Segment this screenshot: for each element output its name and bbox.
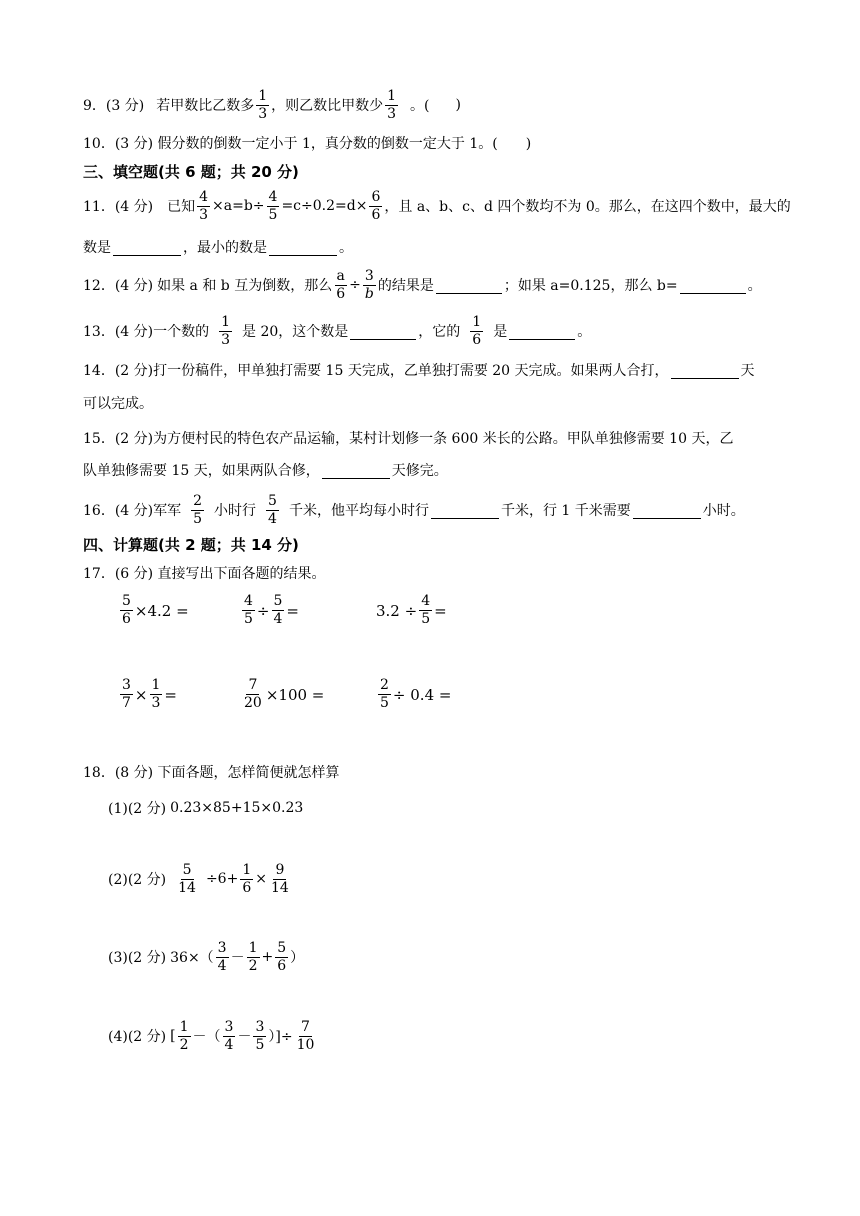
q17-expression-5: $\frac{7}{20}$ ×100 =: [244, 677, 325, 711]
q14-text-1: 打一份稿件，甲单独打需要 15 天完成，乙单独打需要 20 天完成。如果两人合打，: [153, 363, 669, 379]
q12-head: 12．(4 分): [83, 278, 154, 294]
question-11: [83, 186, 791, 226]
question-14: [83, 360, 755, 380]
answer-blank[interactable]: [436, 277, 502, 294]
q11-line2-a: 数是: [83, 240, 111, 256]
q18-part-1: (1)(2 分) 0.23×85+15×0.23: [108, 800, 304, 817]
q17-expression-2: $\frac{4}{5}$ ÷ $\frac{5}{4}$ =: [244, 593, 299, 627]
q9-text-2: ，则乙数比甲数少: [271, 98, 384, 114]
q9-head: 9．(3 分): [83, 98, 145, 114]
answer-blank[interactable]: [113, 239, 181, 256]
fraction: $\frac{4}{5}$: [268, 188, 278, 223]
q18-part-3: (3)(2 分) 36×（ $\frac{3}{4}$ － $\frac{1}{2}$ + $\frac{5}{6}$ ）: [108, 939, 305, 974]
q17-expression-3: 3.2 ÷ $\frac{4}{5}$ =: [376, 593, 447, 627]
q11-line2-c: 。: [339, 240, 353, 256]
fraction: $\frac{1}{3}$: [258, 87, 268, 122]
q14-text-2: 天: [740, 363, 755, 379]
q11-line2-b: ，最小的数是: [183, 240, 267, 256]
q13-text-3: ，它的: [418, 324, 461, 340]
answer-blank[interactable]: [322, 462, 390, 479]
question-15: [83, 428, 733, 448]
q11-text-1: 已知: [167, 199, 196, 215]
fraction: $\frac{1}{6}$: [472, 313, 482, 348]
q17-expression-1: $\frac{5}{6}$ ×4.2 =: [122, 593, 189, 627]
q11-text-3: =c÷0.2=d×: [281, 198, 368, 214]
q12-text-3: ；如果 a=0.125，那么 b=: [503, 278, 678, 294]
q12-text-1: 如果 a 和 b 互为倒数，那么: [157, 278, 333, 294]
q13-text-4: 是: [493, 324, 508, 340]
fraction: $\frac{1}{3}$: [387, 87, 397, 122]
answer-blank[interactable]: [633, 502, 701, 519]
q18-part-2: (2)(2 分) $\frac{5}{14}$ ÷6+ $\frac{1}{6}$ × $\frac{9}{14}$: [108, 861, 289, 896]
question-17: 17．(6 分) 直接写出下面各题的结果。: [83, 566, 326, 582]
q12-text-2: 的结果是: [377, 278, 434, 294]
q13-text-1: 一个数的: [153, 324, 210, 340]
section-3-title: 三、填空题(共 6 题；共 20 分): [83, 163, 299, 181]
question-16: [83, 490, 745, 530]
fraction: $\frac{2}{5}$: [193, 492, 203, 527]
fraction: $\frac{a}{6}$: [336, 267, 346, 302]
question-12: [83, 265, 762, 305]
fraction: $\frac{3}{b}$: [364, 267, 374, 302]
q13-text-2: 是 20，这个数是: [242, 324, 349, 340]
answer-blank[interactable]: [671, 362, 739, 379]
question-10: 10．(3 分) 假分数的倒数一定小于 1，真分数的倒数一定大于 1。( ): [83, 136, 532, 152]
q11-text-4: ，且 a、b、c、d 四个数均不为 0。那么，在这四个数中，最大的: [384, 199, 791, 215]
q17-expression-4: $\frac{3}{7}$ × $\frac{1}{3}$ =: [122, 677, 177, 711]
q15-line2-b: 天修完。: [391, 463, 448, 479]
q16-text-4: 千米，行 1 千米需要: [500, 503, 631, 519]
question-11-line-2: [83, 237, 353, 257]
question-14-line-2: 可以完成。: [83, 396, 153, 412]
q16-head: 16．(4 分): [83, 503, 154, 519]
fraction: $\frac{1}{3}$: [221, 313, 231, 348]
q11-text-2: ×a=b÷: [212, 198, 265, 214]
answer-blank[interactable]: [269, 239, 337, 256]
section-4-title: 四、计算题(共 2 题；共 14 分): [83, 536, 299, 554]
answer-blank[interactable]: [431, 502, 499, 519]
question-13: [83, 311, 591, 351]
q16-text-5: 小时。: [702, 503, 745, 519]
q9-text-1: 若甲数比乙数多: [156, 98, 255, 114]
q15-text-1: 为方便村民的特色农产品运输，某村计划修一条 600 米长的公路。甲队单独修需要 10 天，乙: [153, 431, 734, 447]
fraction: $\frac{4}{3}$: [199, 188, 209, 223]
q16-text-2: 小时行: [214, 503, 257, 519]
q16-text-3: 千米，他平均每小时行: [288, 503, 429, 519]
q15-head: 15．(2 分): [83, 431, 154, 447]
fraction: $\frac{6}{6}$: [371, 188, 381, 223]
answer-blank[interactable]: [509, 323, 575, 340]
question-9: [83, 86, 461, 124]
q12-text-4: 。: [747, 278, 762, 294]
q12-op: ÷: [349, 277, 361, 293]
q9-text-3: 。(: [410, 98, 430, 114]
q13-head: 13．(4 分): [83, 324, 154, 340]
question-15-line-2: [83, 460, 448, 480]
question-18: 18．(8 分) 下面各题，怎样简便就怎样算: [83, 765, 340, 781]
q18-part-4: (4)(2 分) [ $\frac{1}{2}$ －（ $\frac{3}{4}$ － $\frac{3}{5}$ ）]÷ $\frac{7}{10}$: [108, 1018, 315, 1053]
answer-blank[interactable]: [350, 323, 416, 340]
answer-blank[interactable]: [680, 277, 746, 294]
q9-text-4: ): [455, 97, 461, 113]
q17-expression-6: $\frac{2}{5}$ ÷ 0.4 =: [380, 677, 452, 711]
q14-head: 14．(2 分): [83, 363, 154, 379]
q15-line2-a: 队单独修需要 15 天，如果两队合修，: [83, 463, 320, 479]
q16-text-1: 军军: [153, 503, 182, 519]
q13-text-5: 。: [577, 324, 592, 340]
fraction: $\frac{5}{4}$: [268, 492, 277, 527]
q11-head: 11．(4 分): [83, 199, 154, 215]
